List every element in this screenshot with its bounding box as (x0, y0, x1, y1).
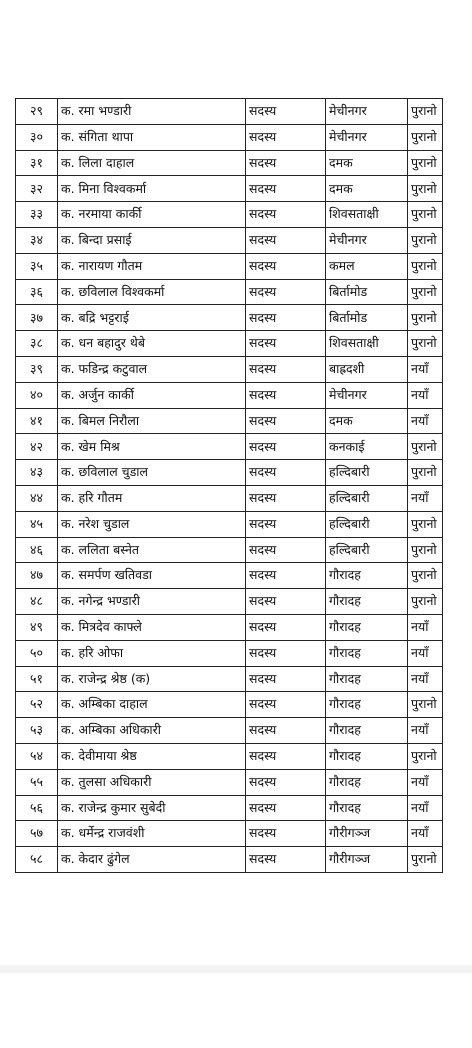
table-row (16, 124, 443, 150)
member-role-cell: सदस्य (246, 253, 326, 279)
member-status-cell: पुरानो (408, 589, 443, 615)
member-name-cell: क. समर्पण खतिवडा (58, 563, 246, 589)
serial-number-cell: ५८ (16, 847, 58, 873)
member-role-cell: सदस्य (246, 356, 326, 382)
member-place-cell: गौरीगञ्ज (326, 847, 408, 873)
member-place-cell: कनकाई (326, 434, 408, 460)
serial-number-cell: ३७ (16, 305, 58, 331)
member-status-cell: पुरानो (408, 253, 443, 279)
member-status-cell: पुरानो (408, 537, 443, 563)
member-name-cell: क. ललिता बस्नेत (58, 537, 246, 563)
member-place-cell: बाह्रदशी (326, 356, 408, 382)
member-role-cell: सदस्य (246, 382, 326, 408)
serial-number-cell: ३९ (16, 356, 58, 382)
table-row (16, 382, 443, 408)
table-row (16, 253, 443, 279)
member-name-cell: क. हरि ओफा (58, 640, 246, 666)
member-role-cell: सदस्य (246, 692, 326, 718)
member-role-cell: सदस्य (246, 434, 326, 460)
member-name-cell: क. अम्बिका अधिकारी (58, 718, 246, 744)
serial-number-cell: ३० (16, 124, 58, 150)
table-row (16, 176, 443, 202)
serial-number-cell: ३५ (16, 253, 58, 279)
table-row (16, 666, 443, 692)
table-row (16, 743, 443, 769)
serial-number-cell: ३३ (16, 202, 58, 228)
member-status-cell: नयाँ (408, 382, 443, 408)
member-name-cell: क. छविलाल चुडाल (58, 460, 246, 486)
member-place-cell: गौरादह (326, 692, 408, 718)
serial-number-cell: ४८ (16, 589, 58, 615)
member-role-cell: सदस्य (246, 718, 326, 744)
serial-number-cell: ५० (16, 640, 58, 666)
member-status-cell: पुरानो (408, 150, 443, 176)
member-status-cell: पुरानो (408, 176, 443, 202)
member-name-cell: क. लिला दाहाल (58, 150, 246, 176)
member-place-cell: गौरादह (326, 640, 408, 666)
member-role-cell: सदस्य (246, 769, 326, 795)
member-role-cell: सदस्य (246, 589, 326, 615)
table-row (16, 227, 443, 253)
member-name-cell: क. फडिन्द्र कटुवाल (58, 356, 246, 382)
member-name-cell: क. नरमाया कार्की (58, 202, 246, 228)
member-place-cell: गौरादह (326, 795, 408, 821)
member-name-cell: क. धन बहादुर थेबे (58, 331, 246, 357)
table-row (16, 279, 443, 305)
serial-number-cell: ४२ (16, 434, 58, 460)
member-status-cell: नयाँ (408, 718, 443, 744)
member-name-cell: क. अम्बिका दाहाल (58, 692, 246, 718)
member-name-cell: क. खेम मिश्र (58, 434, 246, 460)
member-name-cell: क. अर्जुन कार्की (58, 382, 246, 408)
table-row (16, 769, 443, 795)
table-row (16, 408, 443, 434)
table-row (16, 589, 443, 615)
serial-number-cell: ५२ (16, 692, 58, 718)
member-place-cell: गौरादह (326, 563, 408, 589)
member-place-cell: शिवसताक्षी (326, 202, 408, 228)
table-row (16, 99, 443, 125)
table-row (16, 821, 443, 847)
member-status-cell: नयाँ (408, 769, 443, 795)
member-status-cell: पुरानो (408, 460, 443, 486)
member-name-cell: क. बिन्दा प्रसाई (58, 227, 246, 253)
member-name-cell: क. संगिता थापा (58, 124, 246, 150)
serial-number-cell: ४३ (16, 460, 58, 486)
table-row (16, 563, 443, 589)
serial-number-cell: ४० (16, 382, 58, 408)
member-table-body (16, 99, 443, 873)
member-role-cell: सदस्य (246, 99, 326, 125)
table-row (16, 795, 443, 821)
member-role-cell: सदस्य (246, 124, 326, 150)
member-place-cell: मेचीनगर (326, 227, 408, 253)
serial-number-cell: ५५ (16, 769, 58, 795)
member-name-cell: क. नारायण गौतम (58, 253, 246, 279)
page-bottom-edge (0, 965, 472, 973)
member-place-cell: गौरादह (326, 718, 408, 744)
member-status-cell: पुरानो (408, 511, 443, 537)
member-role-cell: सदस्य (246, 563, 326, 589)
table-row (16, 150, 443, 176)
member-name-cell: क. राजेन्द्र कुमार सुबेदी (58, 795, 246, 821)
member-role-cell: सदस्य (246, 408, 326, 434)
serial-number-cell: ५४ (16, 743, 58, 769)
member-role-cell: सदस्य (246, 150, 326, 176)
member-place-cell: गौरादह (326, 589, 408, 615)
member-place-cell: हल्दिबारी (326, 460, 408, 486)
member-place-cell: गौरादह (326, 743, 408, 769)
member-name-cell: क. तुलसा अधिकारी (58, 769, 246, 795)
table-row (16, 692, 443, 718)
member-place-cell: गौरादह (326, 666, 408, 692)
member-place-cell: हल्दिबारी (326, 511, 408, 537)
member-name-cell: क. नगेन्द्र भण्डारी (58, 589, 246, 615)
table-row (16, 356, 443, 382)
member-name-cell: क. हरि गौतम (58, 485, 246, 511)
serial-number-cell: ५७ (16, 821, 58, 847)
serial-number-cell: ३२ (16, 176, 58, 202)
table-row (16, 434, 443, 460)
member-status-cell: पुरानो (408, 434, 443, 460)
member-status-cell: पुरानो (408, 99, 443, 125)
member-status-cell: पुरानो (408, 743, 443, 769)
member-status-cell: पुरानो (408, 202, 443, 228)
serial-number-cell: ४६ (16, 537, 58, 563)
serial-number-cell: ३१ (16, 150, 58, 176)
member-name-cell: क. बिमल निरौला (58, 408, 246, 434)
member-status-cell: पुरानो (408, 692, 443, 718)
member-status-cell: नयाँ (408, 408, 443, 434)
member-name-cell: क. केदार ढुंगेल (58, 847, 246, 873)
member-name-cell: क. रमा भण्डारी (58, 99, 246, 125)
member-role-cell: सदस्य (246, 485, 326, 511)
member-role-cell: सदस्य (246, 511, 326, 537)
member-name-cell: क. बद्रि भट्टराई (58, 305, 246, 331)
serial-number-cell: ४१ (16, 408, 58, 434)
member-place-cell: गौरीगञ्ज (326, 821, 408, 847)
member-name-cell: क. मिना विश्वकर्मा (58, 176, 246, 202)
table-row (16, 305, 443, 331)
member-role-cell: सदस्य (246, 331, 326, 357)
member-name-cell: क. मित्रदेव काफ्ले (58, 614, 246, 640)
member-role-cell: सदस्य (246, 279, 326, 305)
member-role-cell: सदस्य (246, 305, 326, 331)
member-role-cell: सदस्य (246, 227, 326, 253)
table-row (16, 614, 443, 640)
serial-number-cell: ३४ (16, 227, 58, 253)
serial-number-cell: ५१ (16, 666, 58, 692)
member-status-cell: पुरानो (408, 279, 443, 305)
member-role-cell: सदस्य (246, 743, 326, 769)
serial-number-cell: ४९ (16, 614, 58, 640)
member-role-cell: सदस्य (246, 460, 326, 486)
member-place-cell: मेचीनगर (326, 382, 408, 408)
member-place-cell: मेचीनगर (326, 99, 408, 125)
member-name-cell: क. नरेश चुडाल (58, 511, 246, 537)
member-status-cell: नयाँ (408, 614, 443, 640)
member-status-cell: पुरानो (408, 124, 443, 150)
member-role-cell: सदस्य (246, 640, 326, 666)
member-role-cell: सदस्य (246, 847, 326, 873)
member-place-cell: मेचीनगर (326, 124, 408, 150)
member-status-cell: पुरानो (408, 227, 443, 253)
member-place-cell: शिवसताक्षी (326, 331, 408, 357)
serial-number-cell: ४७ (16, 563, 58, 589)
table-row (16, 485, 443, 511)
member-name-cell: क. राजेन्द्र श्रेष्ठ (क) (58, 666, 246, 692)
table-row (16, 202, 443, 228)
member-name-cell: क. छविलाल विश्वकर्मा (58, 279, 246, 305)
member-status-cell: नयाँ (408, 821, 443, 847)
serial-number-cell: ३८ (16, 331, 58, 357)
member-status-cell: नयाँ (408, 795, 443, 821)
table-row (16, 718, 443, 744)
table-row (16, 460, 443, 486)
table-row (16, 537, 443, 563)
member-name-cell: क. धर्मेन्द्र राजवंशी (58, 821, 246, 847)
serial-number-cell: ४४ (16, 485, 58, 511)
table-row (16, 511, 443, 537)
member-place-cell: हल्दिबारी (326, 485, 408, 511)
member-place-cell: कमल (326, 253, 408, 279)
member-place-cell: बिर्तामोड (326, 279, 408, 305)
member-place-cell: बिर्तामोड (326, 305, 408, 331)
member-name-cell: क. देवीमाया श्रेष्ठ (58, 743, 246, 769)
serial-number-cell: ४५ (16, 511, 58, 537)
member-role-cell: सदस्य (246, 666, 326, 692)
member-status-cell: पुरानो (408, 305, 443, 331)
member-role-cell: सदस्य (246, 795, 326, 821)
serial-number-cell: ३६ (16, 279, 58, 305)
member-status-cell: नयाँ (408, 640, 443, 666)
member-role-cell: सदस्य (246, 614, 326, 640)
table-row (16, 847, 443, 873)
member-place-cell: दमक (326, 176, 408, 202)
member-place-cell: गौरादह (326, 769, 408, 795)
member-role-cell: सदस्य (246, 176, 326, 202)
serial-number-cell: २९ (16, 99, 58, 125)
member-place-cell: गौरादह (326, 614, 408, 640)
member-status-cell: नयाँ (408, 666, 443, 692)
member-status-cell: पुरानो (408, 847, 443, 873)
table-row (16, 331, 443, 357)
member-place-cell: हल्दिबारी (326, 537, 408, 563)
member-role-cell: सदस्य (246, 202, 326, 228)
member-status-cell: पुरानो (408, 331, 443, 357)
member-table (15, 98, 443, 873)
member-status-cell: नयाँ (408, 485, 443, 511)
serial-number-cell: ५६ (16, 795, 58, 821)
member-role-cell: सदस्य (246, 821, 326, 847)
serial-number-cell: ५३ (16, 718, 58, 744)
member-status-cell: नयाँ (408, 356, 443, 382)
member-role-cell: सदस्य (246, 537, 326, 563)
member-place-cell: दमक (326, 150, 408, 176)
member-status-cell: पुरानो (408, 563, 443, 589)
table-row (16, 640, 443, 666)
member-place-cell: दमक (326, 408, 408, 434)
